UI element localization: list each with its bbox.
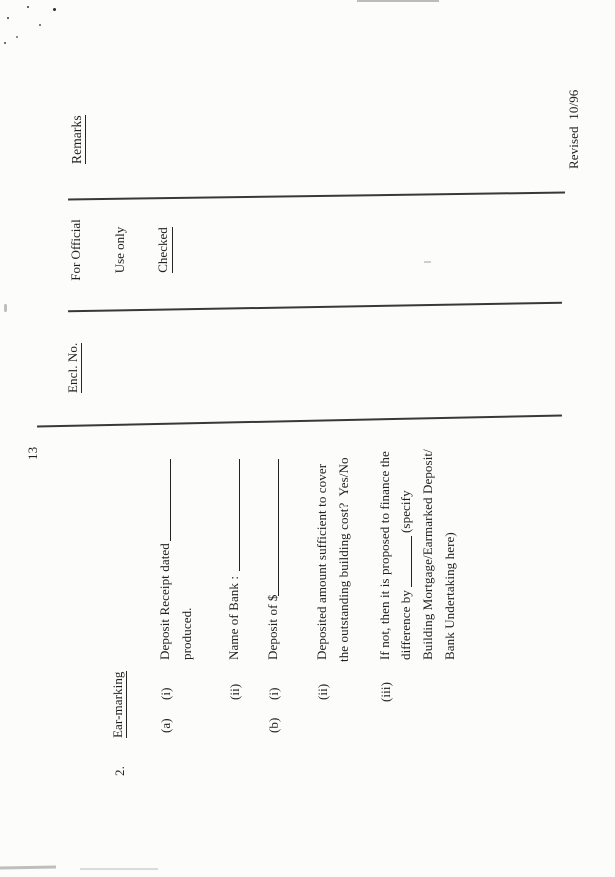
column-separator-right [68, 192, 565, 201]
item-a-i-label: (i) [158, 687, 173, 700]
revision-note: Revised 10/96 [566, 89, 581, 169]
item-b-iii-text-line4: Bank Undertaking here) [442, 532, 457, 660]
item-b-iii-text-line3: Building Mortgage/Earmarked Deposit/ [420, 449, 435, 660]
item-a-i-text-line2: produced. [179, 607, 194, 660]
item-b-ii-text-line2: the outstanding building cost? Yes/No [336, 457, 351, 662]
official-use-line3: Checked [156, 211, 173, 289]
column-separator-left [37, 415, 562, 428]
item-a-label: (a) [158, 718, 173, 733]
section-title: Ear-marking [110, 671, 125, 738]
official-use-line1: For Official [68, 219, 83, 281]
item-b-ii-text-line1: Deposited amount sufficient to cover [314, 463, 329, 660]
blank-bank-name [226, 459, 240, 571]
blank-deposit-amount [265, 459, 279, 596]
page-number: 13 [25, 446, 40, 460]
section-number: 2. [112, 766, 127, 776]
item-b-iii-text-line2-after: (specify [398, 490, 413, 533]
item-b-iii-text-line1: If not, then it is proposed to finance the [377, 451, 392, 660]
item-a-i-text-line1: Deposit Receipt dated [157, 543, 172, 660]
blank-deposit-receipt-date [157, 459, 171, 541]
blank-finance-method [398, 536, 412, 587]
item-b-iii-text-line2-before: difference by [398, 590, 413, 660]
item-b-i-label: (i) [266, 687, 281, 700]
item-a-ii-text: Name of Bank : [226, 575, 241, 660]
item-b-iii-label: (iii) [378, 682, 393, 702]
column-header-encl-no: Encl. No. [65, 342, 80, 393]
item-a-ii-label: (ii) [227, 683, 242, 700]
item-b-label: (b) [266, 717, 281, 733]
official-use-line2: Use only [111, 226, 127, 274]
column-header-official-use [40, 211, 202, 289]
item-b-i-text: Deposit of $ [265, 594, 280, 660]
item-b-ii-label: (ii) [315, 683, 330, 700]
column-separator-middle [68, 302, 562, 313]
column-header-remarks: Remarks [69, 115, 84, 164]
